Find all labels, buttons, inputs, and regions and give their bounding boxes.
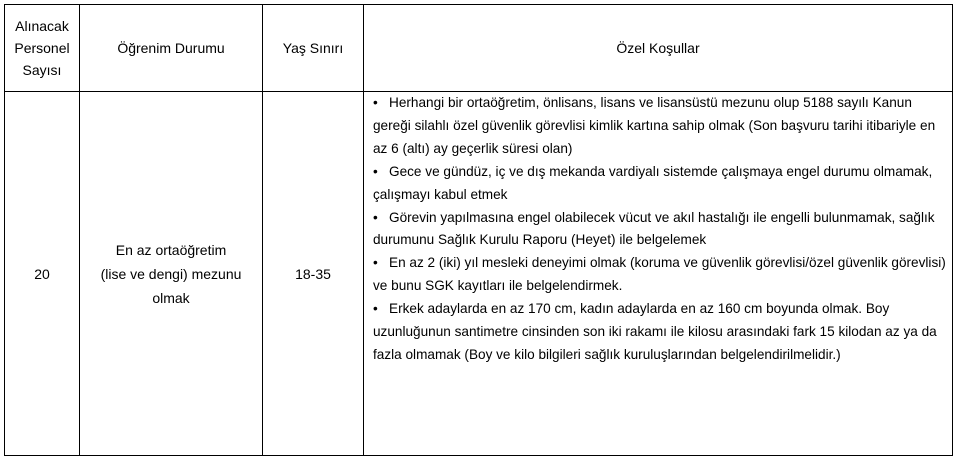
bullet-icon: •: [373, 255, 378, 271]
header-personnel-count: [5, 5, 80, 92]
condition-item: [373, 92, 948, 161]
education-line2: (lise ve dengi) mezunu: [100, 265, 242, 282]
header-count-line2: Personel: [14, 40, 70, 56]
personnel-count-cell: 20: [5, 92, 80, 456]
condition-text: Gece ve gündüz, iç ve dış mekanda vardiyalı sistemde çalışmaya engel durumu olmamak, çalışmayı kabul etmek: [373, 163, 933, 202]
education-line3: olmak: [152, 289, 190, 306]
table-row: [5, 92, 953, 456]
education-cell: [80, 92, 263, 456]
condition-text: Görevin yapılmasına engel olabilecek vücut ve akıl hastalığı ile engelli bulunmamak, sağlık durumunu Sağlık Kurulu Raporu (Heyet) ile belgelemek: [373, 209, 935, 248]
condition-item: [373, 298, 948, 367]
header-age-limit: Yaş Sınırı: [263, 5, 364, 92]
bullet-icon: •: [373, 301, 378, 317]
header-special-conditions: Özel Koşullar: [364, 5, 953, 92]
condition-item: [373, 252, 948, 298]
bullet-icon: •: [373, 95, 378, 110]
header-row: [5, 5, 953, 92]
condition-item: [373, 207, 948, 253]
condition-text: En az 2 (iki) yıl mesleki deneyimi olmak (koruma ve güvenlik görevlisi/özel güvenlik görevlisi) ve bunu SGK kayıtları ile belgelendirmek.: [373, 255, 946, 294]
age-limit-cell: 18-35: [263, 92, 364, 456]
condition-text: Erkek adaylarda en az 170 cm, kadın adaylarda en az 160 cm boyunda olmak. Boy uzunluğunun santimetre cinsinden son iki rakamı ile kilosu arasındaki fark 15 kilodan az ya da fazla olmamak (Boy ve kilo bilgileri sağlık kuruluşlarından belgelendirilmelidir.): [373, 301, 937, 362]
condition-item: [373, 161, 948, 207]
education-line1: En az ortaöğretim: [115, 241, 227, 258]
header-count-line3: Sayısı: [22, 62, 62, 78]
condition-text: Herhangi bir ortaöğretim, önlisans, lisans ve lisansüstü mezunu olup 5188 sayılı Kanun gereği silahlı özel güvenlik görevlisi kimlik kartına sahip olmak (Son başvuru tarihi itibariyle en az 6 (altı) ay geçerlik süresi olan): [373, 95, 936, 156]
bullet-icon: •: [373, 163, 378, 179]
requirements-table: [4, 4, 953, 456]
header-education: Öğrenim Durumu: [80, 5, 263, 92]
bullet-icon: •: [373, 209, 378, 225]
special-conditions-cell: [364, 92, 953, 456]
header-count-line1: Alınacak: [15, 18, 69, 34]
